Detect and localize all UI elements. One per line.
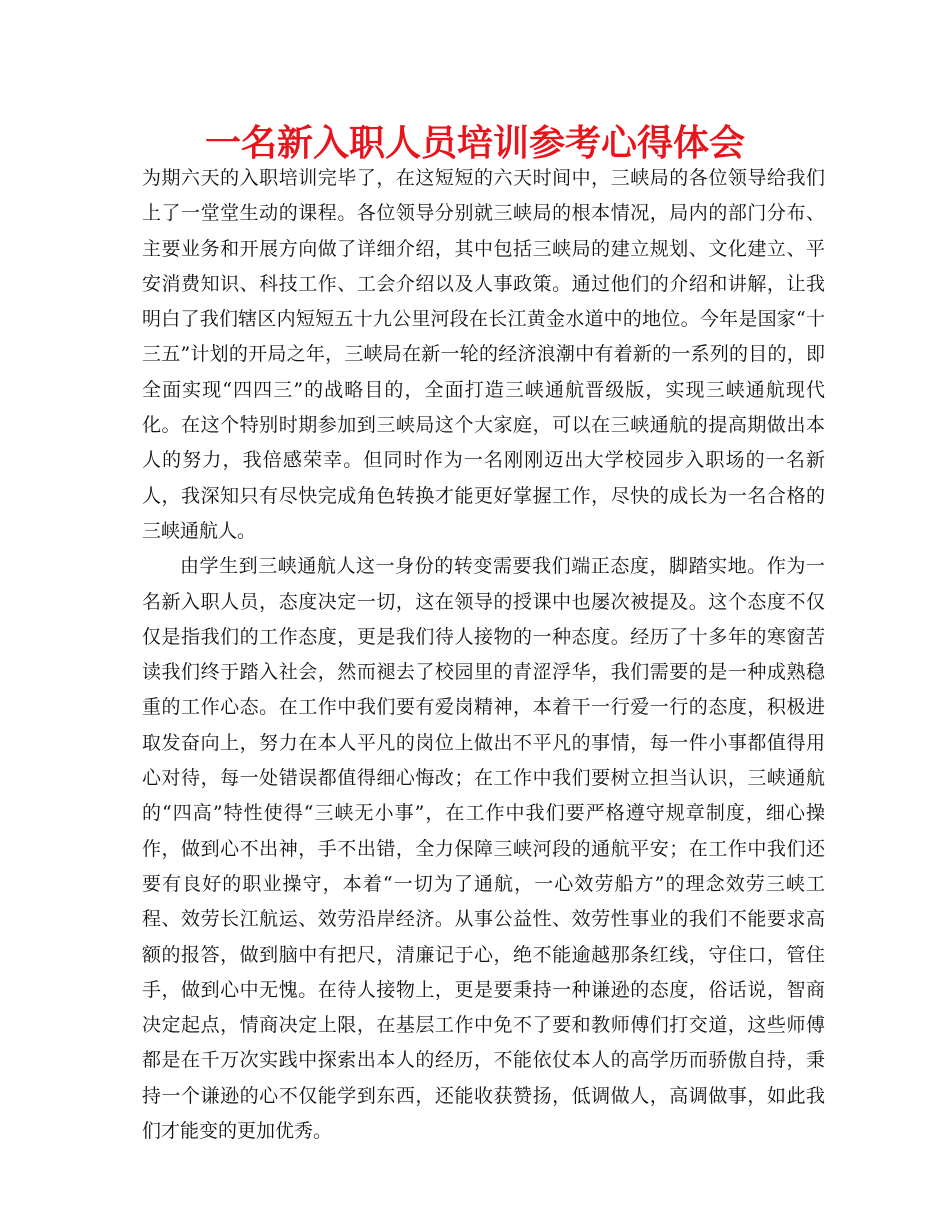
document-title: 一名新入职人员培训参考心得体会 bbox=[204, 123, 745, 164]
paragraph-1: 为期六天的入职培训完毕了，在这短短的六天时间中，三峡局的各位领导给我们上了一堂堂生动的课程。各位领导分别就三峡局的根本情况，局内的部门分布、主要业务和开展方向做了详细介绍，其中包括三峡局的建立规划、文化建立、平安消费知识、科技工作、工会介绍以及人事政策。通过他们的介绍和讲解，让我明白了我们辖区内短短五十九公里河段在长江黄金水道中的地位。今年是国家“十三五”计划的开局之年，三峡局在新一轮的经济浪潮中有着新的一系列的目的，即全面实现“四四三”的战略目的，全面打造三峡通航晋级版，实现三峡通航现代化。在这个特别时期参加到三峡局这个大家庭，可以在三峡通航的提高期做出本人的努力，我倍感荣幸。但同时作为一名刚刚迈出大学校园步入职场的一名新人，我深知只有尽快完成角色转换才能更好掌握工作，尽快的成长为一名合格的三峡通航人。 bbox=[142, 167, 825, 542]
paragraph-2: 由学生到三峡通航人这一身份的转变需要我们端正态度，脚踏实地。作为一名新入职人员，态度决定一切，这在领导的授课中也屡次被提及。这个态度不仅仅是指我们的工作态度，更是我们待人接物的一种态度。经历了十多年的寒窗苦读我们终于踏入社会，然而褪去了校园里的青涩浮华，我们需要的是一种成熟稳重的工作心态。在工作中我们要有爱岗精神，本着干一行爱一行的态度，积极进取发奋向上，努力在本人平凡的岗位上做出不平凡的事情，每一件小事都值得用心对待，每一处错误都值得细心悔改；在工作中我们要树立担当认识，三峡通航的“四高”特性使得“三峡无小事”，在工作中我们要严格遵守规章制度，细心操作，做到心不出神，手不出错，全力保障三峡河段的通航平安；在工作中我们还要有良好的职业操守，本着“一切为了通航，一心效劳船方”的理念效劳三峡工程、效劳长江航运、效劳沿岸经济。从事公益性、效劳性事业的我们不能要求高额的报答，做到脑中有把尺，清廉记于心，绝不能逾越那条红线，守住口，管住手，做到心中无愧。在待人接物上，更是要秉持一种谦逊的态度，俗话说，智商决定起点，情商决定上限，在基层工作中免不了要和教师傅们打交道，这些师傅都是在千万次实践中探索出本人的经历，不能依仗本人的高学历而骄傲自持，秉持一个谦逊的心不仅能学到东西，还能收获赞扬，低调做人，高调做事，如此我们才能变的更加优秀。 bbox=[142, 555, 825, 1143]
document-body bbox=[142, 161, 825, 1149]
